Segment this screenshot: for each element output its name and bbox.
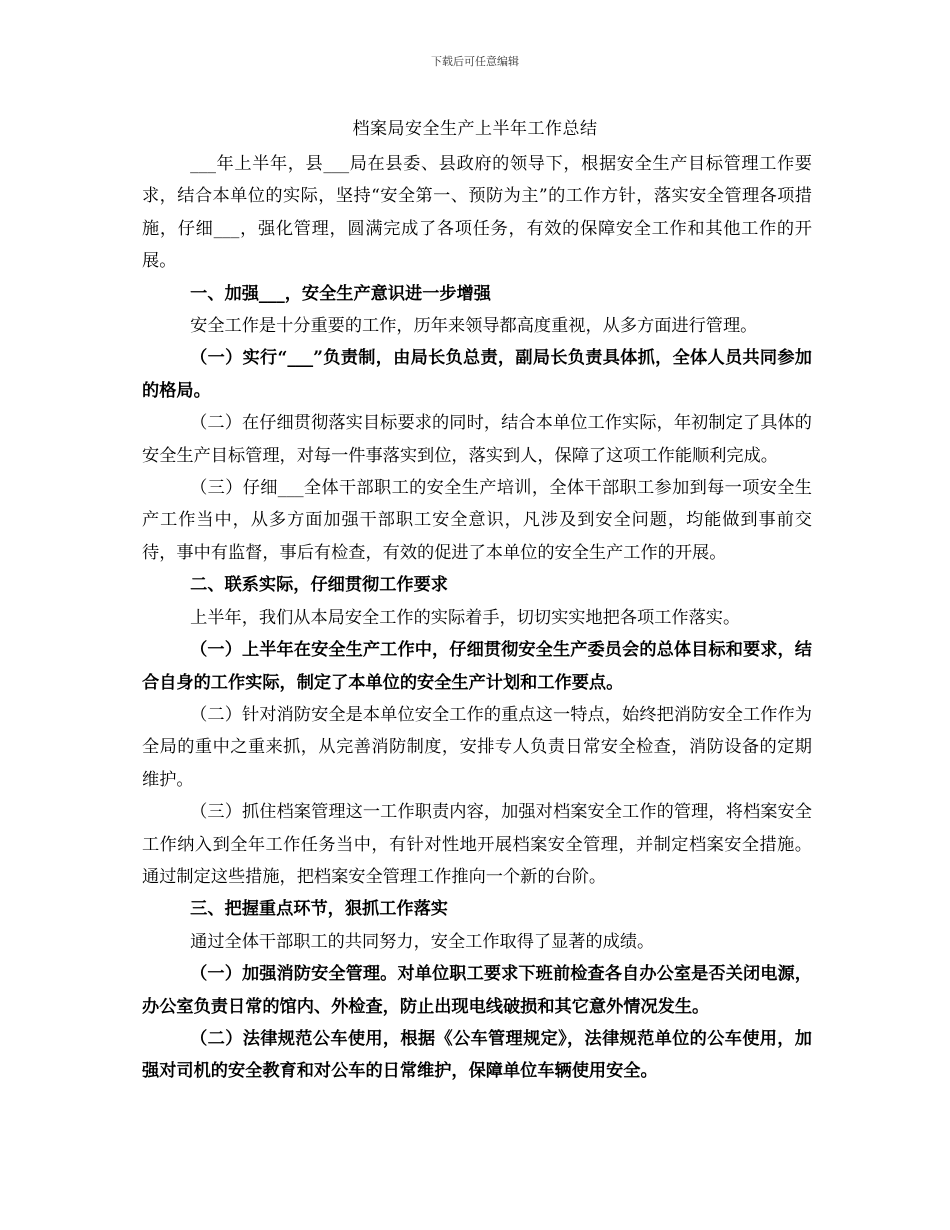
intro-paragraph: ___年上半年，县___局在县委、县政府的领导下，根据安全生产目标管理工作要求，结合本单位的实际，坚持“安全第一、预防为主”的工作方针，落实安全管理各项措施，仔细___，强化管理，圆满完成了各项任务，有效的保障安全工作和其他工作的开展。 [142,154,812,272]
body-paragraph: 上半年，我们从本局安全工作的实际着手，切切实实地把各项工作落实。 [190,607,741,628]
document-body [142,148,812,1088]
header-note: 下载后可任意编辑 [431,55,519,68]
subsection-1-1: （一）实行“___”负责制，由局长负总责，副局长负责具体抓，全体人员共同参加的格局。 [142,348,812,401]
subsection-1-2: （二）在仔细贯彻落实目标要求的同时，结合本单位工作实际，年初制定了具体的安全生产目标管理，对每一件事落实到位，落实到人，保障了这项工作能顺利完成。 [142,413,812,466]
subsection-2-1: （一）上半年在安全生产工作中，仔细贯彻安全生产委员会的总体目标和要求，结合自身的工作实际，制定了本单位的安全生产计划和工作要点。 [142,640,812,693]
subsection-3-2: （二）法律规范公车使用，根据《公车管理规定》，法律规范单位的公车使用，加强对司机的安全教育和对公车的日常维护，保障单位车辆使用安全。 [142,1028,812,1082]
subsection-2-2: （二）针对消防安全是本单位安全工作的重点这一特点，始终把消防安全工作作为全局的重中之重来抓，从完善消防制度，安排专人负责日常安全检查，消防设备的定期维护。 [142,704,812,790]
subsection-2-3: （三）抓住档案管理这一工作职责内容，加强对档案安全工作的管理，将档案安全工作纳入到全年工作任务当中，有针对性地开展档案安全管理，并制定档案安全措施。通过制定这些措施，把档案安全管理工作推向一个新的台阶。 [142,802,812,887]
section-heading-3: 三、把握重点环节，狠抓工作落实 [190,899,448,920]
body-paragraph: 安全工作是十分重要的工作，历年来领导都高度重视，从多方面进行管理。 [190,316,758,337]
subsection-1-3: （三）仔细___全体干部职工的安全生产培训，全体干部职工参加到每一项安全生产工作当中，从多方面加强干部职工安全意识，凡涉及到安全问题，均能做到事前交待，事中有监督，事后有检查，有效的促进了本单位的安全生产工作的开展。 [142,478,812,563]
body-paragraph: 通过全体干部职工的共同努力，安全工作取得了显著的成绩。 [190,931,655,952]
document-title: 档案局安全生产上半年工作总结 [352,119,598,139]
section-heading-2: 二、联系实际，仔细贯彻工作要求 [190,575,448,596]
subsection-3-1: （一）加强消防安全管理。对单位职工要求下班前检查各自办公室是否关闭电源，办公室负责日常的馆内、外检查，防止出现电线破损和其它意外情况发生。 [142,964,812,1017]
section-heading-1: 一、加强___，安全生产意识进一步增强 [190,283,491,304]
